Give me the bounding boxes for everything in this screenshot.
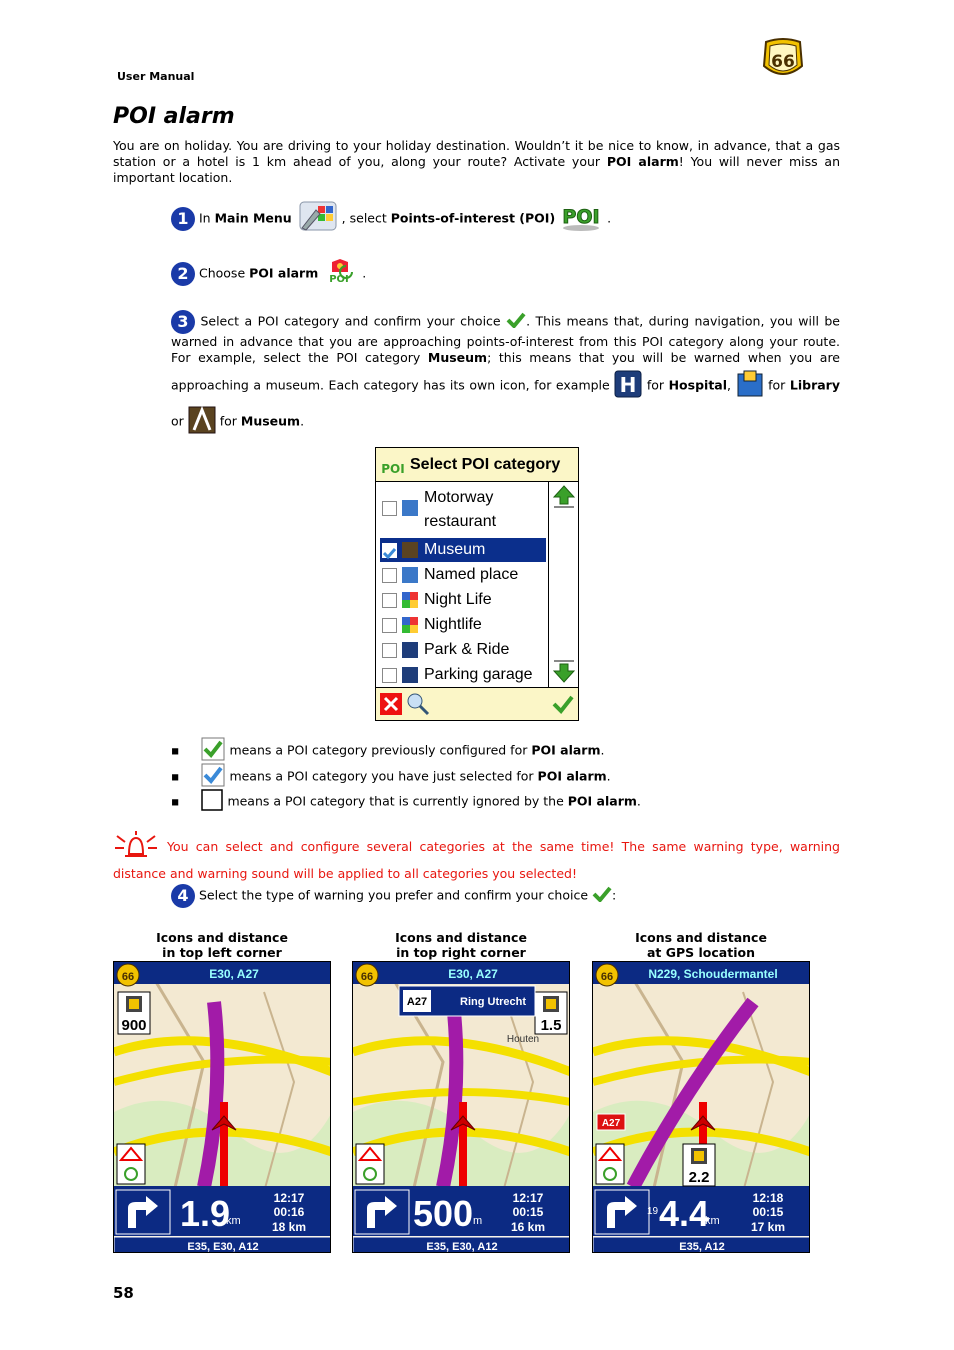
dialog-title: POI Select POI category bbox=[376, 448, 578, 482]
step-4: 4 Select the type of warning you prefer and confirm your choice : bbox=[171, 884, 616, 908]
empty-checkbox-icon bbox=[201, 789, 223, 815]
confirm-check-icon bbox=[592, 886, 612, 906]
sign-destination: Ring Utrecht bbox=[460, 996, 526, 1008]
checkbox[interactable] bbox=[382, 643, 397, 658]
road-name: E30, A27 bbox=[209, 967, 259, 981]
turn-number: 19 bbox=[647, 1206, 659, 1217]
step-number: 4 bbox=[171, 884, 195, 908]
remaining-time: 00:15 bbox=[752, 1205, 784, 1219]
remaining-time: 00:15 bbox=[512, 1205, 544, 1219]
svg-text:POI: POI bbox=[381, 462, 405, 476]
svg-text:66: 66 bbox=[771, 52, 795, 72]
distance-unit: km bbox=[226, 1215, 241, 1227]
svg-text:66: 66 bbox=[600, 971, 614, 983]
distance-value: 500 bbox=[413, 1193, 474, 1234]
bullet-item: ▪ means a POI category previously configured for POI alarm. bbox=[171, 737, 604, 765]
intro-paragraph: You are on holiday. You are driving to your holiday destination. Wouldn’t it be nice to know, in advance, that a gas station or a hotel is 1 km ahead of you, along your route? Activate your POI alarm! You will never miss an important location. bbox=[113, 138, 840, 185]
list-item[interactable]: Motorway restaurant bbox=[380, 486, 546, 534]
confirm-check-icon bbox=[506, 312, 526, 332]
svg-text:66: 66 bbox=[121, 971, 135, 983]
alarm-bell-icon bbox=[113, 830, 159, 865]
checkbox[interactable] bbox=[382, 501, 397, 516]
list-item-selected[interactable]: Museum bbox=[380, 538, 546, 562]
poi-icon bbox=[559, 202, 603, 236]
road-name: E30, A27 bbox=[448, 967, 498, 981]
cancel-icon[interactable] bbox=[380, 693, 402, 720]
search-icon[interactable] bbox=[406, 692, 430, 721]
select-poi-category-dialog bbox=[375, 447, 579, 721]
list-item[interactable]: Nightlife bbox=[380, 613, 546, 637]
bottom-road-name: E35, E30, A12 bbox=[426, 1241, 498, 1253]
list-item[interactable]: Night Life bbox=[380, 588, 546, 612]
sign-road-number: A27 bbox=[406, 996, 428, 1008]
distance-unit: m bbox=[473, 1215, 483, 1227]
checkbox[interactable] bbox=[382, 618, 397, 633]
navigation-map-screenshot bbox=[352, 961, 570, 1253]
svg-text:H: H bbox=[619, 373, 637, 397]
restaurant-icon bbox=[402, 500, 418, 516]
library-icon bbox=[736, 370, 764, 402]
bottom-road-name: E35, A12 bbox=[679, 1241, 725, 1253]
museum-icon bbox=[402, 542, 418, 558]
distance-value: 1.9 bbox=[180, 1193, 231, 1234]
distance-value: 4.4 bbox=[659, 1193, 710, 1234]
map-caption: Icons and distance in top left corner bbox=[156, 930, 288, 960]
poi-alarm-icon bbox=[322, 258, 358, 290]
map-caption: Icons and distance at GPS location bbox=[635, 930, 767, 960]
warning-note: You can select and configure several categories at the same time! The same warning type, warning distance and warning sound will be applied to all categories you selected! bbox=[113, 830, 840, 883]
category-list bbox=[376, 482, 548, 687]
poi-alarm-distance: 2.2 bbox=[688, 1169, 710, 1186]
bottom-road-name: E35, E30, A12 bbox=[187, 1241, 259, 1253]
poi-alarm-distance: 1.5 bbox=[540, 1017, 562, 1034]
road-sign: A27 bbox=[601, 1118, 621, 1129]
checkbox-checked[interactable] bbox=[382, 543, 397, 558]
step-number: 2 bbox=[171, 262, 195, 286]
bullet-item: ▪ means a POI category you have just selected for POI alarm. bbox=[171, 763, 611, 791]
scroll-up-icon[interactable] bbox=[553, 484, 575, 513]
remaining-distance: 18 km bbox=[271, 1220, 307, 1234]
place-label: Houten bbox=[506, 1034, 540, 1045]
svg-text:POI: POI bbox=[329, 274, 350, 285]
road-name: N229, Schoudermantel bbox=[648, 967, 778, 981]
step-number: 1 bbox=[171, 207, 195, 231]
step-1: 1 In Main Menu , select Points-of-interest (POI) POI . bbox=[171, 200, 611, 238]
svg-text:66: 66 bbox=[360, 971, 374, 983]
main-menu-icon bbox=[296, 200, 338, 238]
step-number: 3 bbox=[171, 310, 195, 334]
museum-icon bbox=[188, 406, 216, 438]
hospital-icon bbox=[614, 370, 642, 402]
navigation-map-screenshot bbox=[592, 961, 810, 1253]
named-place-icon bbox=[402, 567, 418, 583]
poi-alarm-distance: 900 bbox=[121, 1017, 147, 1034]
list-item[interactable]: Named place bbox=[380, 563, 546, 587]
svg-text:POI: POI bbox=[562, 206, 600, 228]
map-caption: Icons and distance in top right corner bbox=[395, 930, 527, 960]
scroll-down-icon[interactable] bbox=[553, 660, 575, 689]
page-title: POI alarm bbox=[113, 104, 235, 129]
list-item[interactable]: Parking garage bbox=[380, 663, 546, 687]
remaining-time: 00:16 bbox=[273, 1205, 305, 1219]
park-ride-icon bbox=[402, 642, 418, 658]
navigation-map-screenshot bbox=[113, 961, 331, 1253]
selected-checkbox-icon bbox=[201, 763, 225, 791]
step-2: 2 Choose POI alarm POI . bbox=[171, 258, 366, 290]
step-3: 3 Select a POI category and confirm your choice . This means that, during navigation, you will be warned in advance that you are approaching points-of-interest from this POI category along your route. For example, select the POI category Museum; this means that you will be warned when you are approaching a museum. Each category has its own icon, for example H for Hospital, for Library or for Museum. bbox=[171, 310, 840, 438]
route66-logo bbox=[760, 36, 806, 82]
parking-icon bbox=[402, 667, 418, 683]
remaining-distance: 17 km bbox=[750, 1220, 786, 1234]
bullet-item: ▪ means a POI category that is currently ignored by the POI alarm. bbox=[171, 789, 641, 815]
night-life-icon bbox=[402, 592, 418, 608]
distance-unit: km bbox=[705, 1215, 720, 1227]
nightlife-icon bbox=[402, 617, 418, 633]
configured-checkbox-icon bbox=[201, 737, 225, 765]
page-number: 58 bbox=[113, 1284, 134, 1302]
arrival-time: 12:18 bbox=[752, 1191, 784, 1205]
checkbox[interactable] bbox=[382, 568, 397, 583]
arrival-time: 12:17 bbox=[273, 1191, 305, 1205]
remaining-distance: 16 km bbox=[510, 1220, 546, 1234]
list-item[interactable]: Park & Ride bbox=[380, 638, 546, 662]
scrollbar[interactable] bbox=[548, 482, 578, 687]
confirm-check-icon[interactable] bbox=[552, 694, 574, 719]
checkbox[interactable] bbox=[382, 668, 397, 683]
checkbox[interactable] bbox=[382, 593, 397, 608]
arrival-time: 12:17 bbox=[512, 1191, 544, 1205]
header-label: User Manual bbox=[117, 70, 195, 83]
dialog-toolbar bbox=[376, 687, 578, 720]
